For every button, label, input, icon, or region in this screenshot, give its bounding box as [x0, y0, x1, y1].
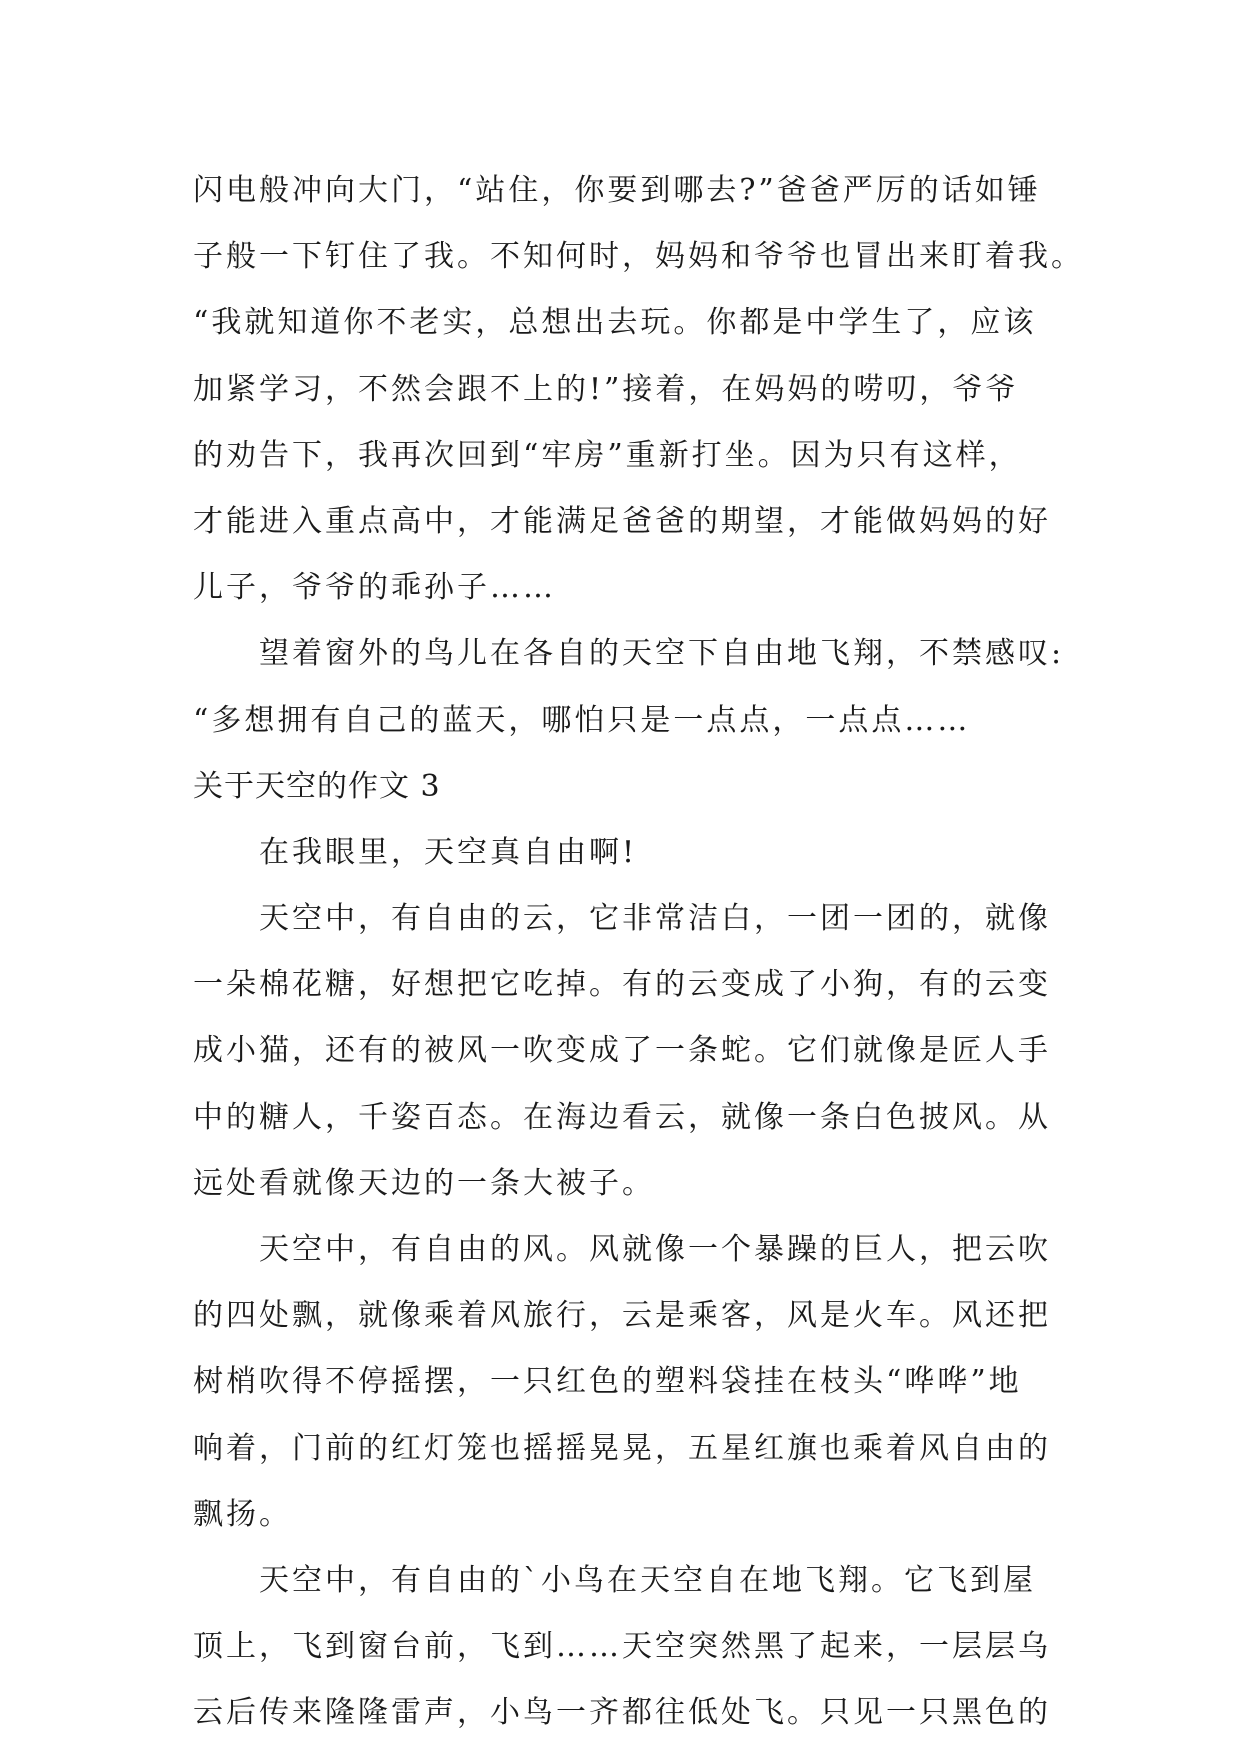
text-line: 子般一下钉住了我。不知何时，妈妈和爷爷也冒出来盯着我。: [193, 239, 1084, 275]
text-line: “多想拥有自己的蓝天，哪怕只是一点点，一点点……: [193, 702, 971, 738]
text-line: 中的糖人，千姿百态。在海边看云，就像一条白色披风。从: [193, 1099, 1051, 1135]
paragraph-first-line: 天空中，有自由的`小鸟在天空自在地飞翔。它飞到屋: [259, 1562, 1036, 1598]
text-line: 云后传来隆隆雷声，小鸟一齐都往低处飞。只见一只黑色的: [193, 1695, 1051, 1731]
paragraph-first-line: 天空中，有自由的云，它非常洁白，一团一团的，就像: [259, 901, 1051, 937]
paragraph-first-line: 望着窗外的鸟儿在各自的天空下自由地飞翔，不禁感叹:: [259, 636, 1065, 672]
text-line: 加紧学习，不然会跟不上的!”接着，在妈妈的唠叨，爷爷: [193, 371, 1019, 407]
document-body: [193, 158, 1084, 1747]
text-line: 树梢吹得不停摇摆，一只红色的塑料袋挂在枝头“哗哗”地: [193, 1364, 1022, 1400]
text-line: 飘扬。: [193, 1496, 292, 1532]
paragraph-first-line: 天空中，有自由的风。风就像一个暴躁的巨人，把云吹: [259, 1232, 1051, 1267]
text-line: 才能进入重点高中，才能满足爸爸的期望，才能做妈妈的好: [193, 503, 1051, 539]
text-line: 的四处飘，就像乘着风旅行，云是乘客，风是火车。风还把: [193, 1298, 1051, 1334]
section-heading: 关于天空的作文 3: [193, 768, 441, 804]
text-line: 响着，门前的红灯笼也摇摇晃晃，五星红旗也乘着风自由的: [193, 1430, 1051, 1466]
text-line: 闪电般冲向大门，“站住，你要到哪去?”爸爸严厉的话如锤: [193, 173, 1041, 208]
text-line: 成小猫，还有的被风一吹变成了一条蛇。它们就像是匠人手: [193, 1033, 1051, 1069]
text-line: 远处看就像天边的一条大被子。: [193, 1165, 655, 1201]
paragraph-first-line: 在我眼里，天空真自由啊!: [259, 834, 638, 870]
text-line: “我就知道你不老实，总想出去玩。你都是中学生了，应该: [193, 305, 1037, 341]
text-line: 儿子，爷爷的乖孙子……: [193, 570, 556, 606]
text-line: 顶上，飞到窗台前，飞到……天空突然黑了起来，一层层乌: [193, 1629, 1051, 1665]
text-line: 的劝告下，我再次回到“牢房”重新打坐。因为只有这样，: [193, 437, 1022, 473]
text-line: 一朵棉花糖，好想把它吃掉。有的云变成了小狗，有的云变: [193, 967, 1051, 1003]
